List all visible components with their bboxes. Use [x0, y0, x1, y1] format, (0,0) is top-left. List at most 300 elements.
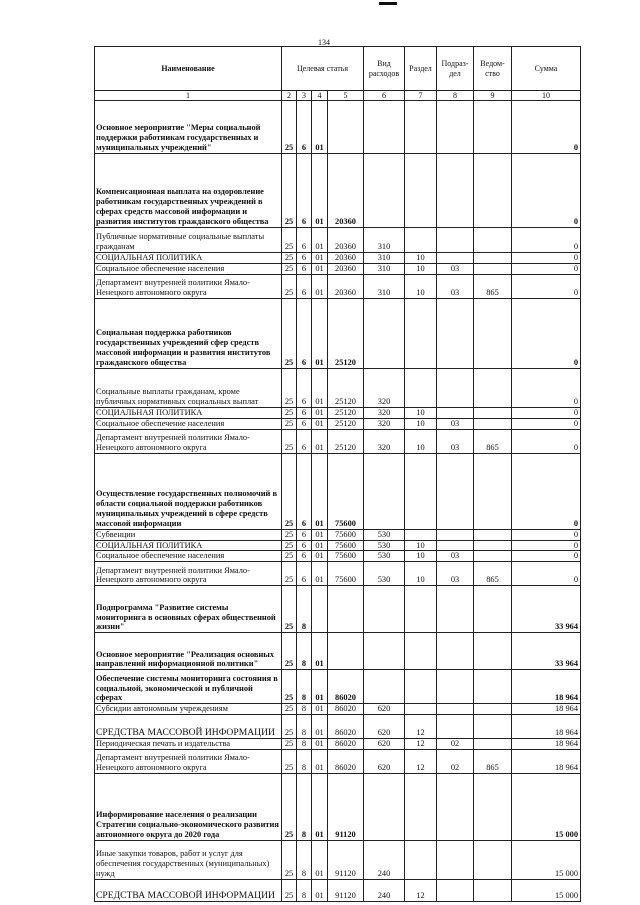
subsection-code — [437, 704, 474, 715]
subsection-code: 03 — [437, 263, 474, 274]
table-row — [95, 551, 581, 562]
expense-type: 310 — [364, 263, 405, 274]
row-amount: 15 000 — [512, 880, 581, 902]
department-code — [474, 298, 512, 368]
subprogram-code: 8 — [297, 586, 312, 633]
section-code — [405, 633, 437, 670]
table-row — [95, 418, 581, 429]
department-code — [474, 540, 512, 551]
table-row — [95, 704, 581, 715]
event-code: 01 — [312, 551, 328, 562]
department-code — [474, 529, 512, 540]
top-scan-mark — [379, 2, 397, 5]
table-row — [95, 407, 581, 418]
table-row — [95, 228, 581, 253]
expense-type: 620 — [364, 704, 405, 715]
direction-code: 91120 — [328, 841, 364, 880]
section-code: 10 — [405, 551, 437, 562]
section-code — [405, 586, 437, 633]
expense-type: 530 — [364, 551, 405, 562]
table-row — [95, 841, 581, 880]
row-name: СРЕДСТВА МАССОВОЙ ИНФОРМАЦИИ — [95, 715, 282, 739]
subsection-code — [437, 453, 474, 529]
header-razdel: Раздел — [405, 47, 437, 91]
direction-code: 75600 — [328, 540, 364, 551]
expense-type — [364, 670, 405, 704]
section-code — [405, 368, 437, 407]
program-code: 25 — [282, 562, 297, 586]
subsection-code: 03 — [437, 562, 474, 586]
row-name: СРЕДСТВА МАССОВОЙ ИНФОРМАЦИИ — [95, 880, 282, 902]
header-podrazdel: Подраз-дел — [437, 47, 474, 91]
direction-code: 25120 — [328, 418, 364, 429]
direction-code: 91120 — [328, 880, 364, 902]
program-code: 25 — [282, 418, 297, 429]
event-code: 01 — [312, 274, 328, 298]
expense-type — [364, 101, 405, 154]
table-row — [95, 453, 581, 529]
row-name: Социальное обеспечение населения — [95, 418, 282, 429]
section-code: 12 — [405, 715, 437, 739]
event-code: 01 — [312, 263, 328, 274]
section-code — [405, 453, 437, 529]
expense-type: 310 — [364, 228, 405, 253]
subprogram-code: 8 — [297, 633, 312, 670]
subsection-code: 03 — [437, 551, 474, 562]
row-amount: 0 — [512, 298, 581, 368]
direction-code: 20360 — [328, 253, 364, 264]
row-amount: 0 — [512, 418, 581, 429]
column-number: 6 — [364, 91, 405, 101]
program-code: 25 — [282, 586, 297, 633]
subprogram-code: 6 — [297, 253, 312, 264]
row-amount: 0 — [512, 529, 581, 540]
direction-code: 86020 — [328, 715, 364, 739]
program-code: 25 — [282, 453, 297, 529]
expense-type: 320 — [364, 429, 405, 453]
subsection-code — [437, 101, 474, 154]
row-amount: 18 964 — [512, 739, 581, 750]
table-row — [95, 774, 581, 841]
section-code — [405, 704, 437, 715]
program-code: 25 — [282, 368, 297, 407]
column-number: 9 — [474, 91, 512, 101]
table-row — [95, 429, 581, 453]
expense-type: 310 — [364, 253, 405, 264]
expense-type: 320 — [364, 418, 405, 429]
direction-code: 25120 — [328, 407, 364, 418]
header-summa: Сумма — [512, 47, 581, 91]
event-code: 01 — [312, 670, 328, 704]
row-name: Осуществление государственных полномочий в области социальной поддержки работников муниципальных учреждений в сфере средств массовой информации — [95, 453, 282, 529]
section-code: 12 — [405, 880, 437, 902]
event-code: 01 — [312, 774, 328, 841]
event-code: 01 — [312, 418, 328, 429]
row-amount: 0 — [512, 540, 581, 551]
subprogram-code: 8 — [297, 774, 312, 841]
event-code: 01 — [312, 880, 328, 902]
event-code: 01 — [312, 429, 328, 453]
subprogram-code: 6 — [297, 101, 312, 154]
section-code — [405, 154, 437, 228]
section-code: 10 — [405, 562, 437, 586]
department-code — [474, 418, 512, 429]
department-code — [474, 453, 512, 529]
row-name: Периодическая печать и издательства — [95, 739, 282, 750]
expense-type: 620 — [364, 739, 405, 750]
subsection-code — [437, 154, 474, 228]
table-row — [95, 154, 581, 228]
row-name: Информирование населения о реализации Стратегии социально-экономического развития автономного округа до 2020 года — [95, 774, 282, 841]
subprogram-code: 8 — [297, 715, 312, 739]
header-vid: Вид расходов — [364, 47, 405, 91]
subprogram-code: 6 — [297, 228, 312, 253]
row-name: Департамент внутренней политики Ямало-Ненецкого автономного округа — [95, 274, 282, 298]
section-code: 10 — [405, 253, 437, 264]
section-code: 10 — [405, 407, 437, 418]
event-code — [312, 586, 328, 633]
subsection-code — [437, 407, 474, 418]
section-code — [405, 670, 437, 704]
expense-type: 320 — [364, 368, 405, 407]
expense-type: 620 — [364, 715, 405, 739]
department-code — [474, 551, 512, 562]
row-name: Социальная поддержка работников государственных учреждений сфер средств массовой информации и развития институтов гражданского общества — [95, 298, 282, 368]
subsection-code — [437, 586, 474, 633]
department-code — [474, 704, 512, 715]
row-name: СОЦИАЛЬНАЯ ПОЛИТИКА — [95, 253, 282, 264]
subsection-code: 02 — [437, 750, 474, 774]
program-code: 25 — [282, 101, 297, 154]
subsection-code — [437, 298, 474, 368]
event-code: 01 — [312, 298, 328, 368]
department-code — [474, 715, 512, 739]
header-name: Наименование — [95, 47, 282, 91]
subprogram-code: 8 — [297, 841, 312, 880]
subsection-code — [437, 540, 474, 551]
program-code: 25 — [282, 253, 297, 264]
row-amount: 33 964 — [512, 633, 581, 670]
expense-type: 310 — [364, 274, 405, 298]
section-code: 10 — [405, 540, 437, 551]
event-code: 01 — [312, 101, 328, 154]
expense-type: 240 — [364, 841, 405, 880]
event-code: 01 — [312, 154, 328, 228]
section-code — [405, 841, 437, 880]
subsection-code — [437, 880, 474, 902]
program-code: 25 — [282, 739, 297, 750]
program-code: 25 — [282, 774, 297, 841]
table-row — [95, 298, 581, 368]
department-code — [474, 263, 512, 274]
program-code: 25 — [282, 551, 297, 562]
row-amount: 0 — [512, 453, 581, 529]
section-code: 10 — [405, 418, 437, 429]
subsection-code — [437, 670, 474, 704]
event-code: 01 — [312, 228, 328, 253]
subprogram-code: 6 — [297, 298, 312, 368]
row-name: Социальные выплаты гражданам, кроме публичных нормативных социальных выплат — [95, 368, 282, 407]
subsection-code: 02 — [437, 739, 474, 750]
direction-code: 20360 — [328, 274, 364, 298]
row-amount: 0 — [512, 551, 581, 562]
subprogram-code: 6 — [297, 368, 312, 407]
subprogram-code: 8 — [297, 739, 312, 750]
department-code: 865 — [474, 562, 512, 586]
row-amount: 33 964 — [512, 586, 581, 633]
table-row — [95, 263, 581, 274]
row-amount: 18 964 — [512, 670, 581, 704]
column-number: 4 — [312, 91, 328, 101]
table-row — [95, 880, 581, 902]
department-code — [474, 407, 512, 418]
subprogram-code: 8 — [297, 704, 312, 715]
row-name: Социальное обеспечение населения — [95, 263, 282, 274]
row-amount: 0 — [512, 253, 581, 264]
expense-type — [364, 774, 405, 841]
table-row — [95, 586, 581, 633]
subsection-code — [437, 841, 474, 880]
section-code — [405, 298, 437, 368]
department-code — [474, 253, 512, 264]
row-name: Субвенции — [95, 529, 282, 540]
subsection-code — [437, 253, 474, 264]
row-amount: 0 — [512, 429, 581, 453]
column-number: 3 — [297, 91, 312, 101]
table-body — [95, 101, 581, 902]
subprogram-code: 6 — [297, 407, 312, 418]
row-name: Компенсационная выплата на оздоровление работникам государственных учреждений в сферах средств массовой информации и развития институтов гражданского общества — [95, 154, 282, 228]
expense-type: 530 — [364, 562, 405, 586]
expense-type — [364, 586, 405, 633]
direction-code: 86020 — [328, 750, 364, 774]
direction-code — [328, 586, 364, 633]
direction-code: 20360 — [328, 263, 364, 274]
subprogram-code: 6 — [297, 562, 312, 586]
row-amount: 0 — [512, 154, 581, 228]
department-code — [474, 633, 512, 670]
department-code — [474, 101, 512, 154]
direction-code: 86020 — [328, 704, 364, 715]
department-code — [474, 739, 512, 750]
section-code: 10 — [405, 263, 437, 274]
subprogram-code: 6 — [297, 429, 312, 453]
subprogram-code: 8 — [297, 670, 312, 704]
expense-type: 530 — [364, 540, 405, 551]
event-code: 01 — [312, 715, 328, 739]
subsection-code — [437, 228, 474, 253]
subprogram-code: 6 — [297, 453, 312, 529]
column-number: 1 — [95, 91, 282, 101]
column-number-row — [95, 91, 581, 101]
direction-code: 91120 — [328, 774, 364, 841]
row-name: Обеспечение системы мониторинга состояния в социальной, экономической и публичной сферах — [95, 670, 282, 704]
row-amount: 0 — [512, 263, 581, 274]
expense-type — [364, 633, 405, 670]
row-amount: 18 964 — [512, 715, 581, 739]
direction-code: 20360 — [328, 228, 364, 253]
row-name: Департамент внутренней политики Ямало-Ненецкого автономного округа — [95, 562, 282, 586]
table-row — [95, 368, 581, 407]
row-name: Основное мероприятие "Меры социальной поддержки работникам государственных и муниципальных учреждений" — [95, 101, 282, 154]
column-number: 10 — [512, 91, 581, 101]
row-amount: 18 964 — [512, 704, 581, 715]
expense-type — [364, 453, 405, 529]
event-code: 01 — [312, 253, 328, 264]
row-amount: 0 — [512, 101, 581, 154]
section-code — [405, 529, 437, 540]
program-code: 25 — [282, 841, 297, 880]
program-code: 25 — [282, 228, 297, 253]
department-code — [474, 586, 512, 633]
department-code — [474, 228, 512, 253]
event-code: 01 — [312, 841, 328, 880]
table-row — [95, 739, 581, 750]
row-name: Социальное обеспечение населения — [95, 551, 282, 562]
department-code — [474, 880, 512, 902]
table-row — [95, 562, 581, 586]
table-row — [95, 274, 581, 298]
row-name: СОЦИАЛЬНАЯ ПОЛИТИКА — [95, 407, 282, 418]
subsection-code: 03 — [437, 274, 474, 298]
section-code — [405, 228, 437, 253]
subprogram-code: 8 — [297, 750, 312, 774]
department-code: 865 — [474, 429, 512, 453]
program-code: 25 — [282, 670, 297, 704]
department-code — [474, 670, 512, 704]
subprogram-code: 6 — [297, 263, 312, 274]
direction-code: 75600 — [328, 453, 364, 529]
column-number: 7 — [405, 91, 437, 101]
section-code: 10 — [405, 429, 437, 453]
subsection-code — [437, 529, 474, 540]
header-row — [95, 47, 581, 91]
table-row — [95, 633, 581, 670]
header-vedomstvo: Ведом-ство — [474, 47, 512, 91]
table-row — [95, 715, 581, 739]
event-code: 01 — [312, 540, 328, 551]
subsection-code: 03 — [437, 418, 474, 429]
event-code: 01 — [312, 739, 328, 750]
direction-code — [328, 633, 364, 670]
event-code: 01 — [312, 407, 328, 418]
department-code — [474, 154, 512, 228]
expense-type: 240 — [364, 880, 405, 902]
direction-code: 86020 — [328, 739, 364, 750]
direction-code: 25120 — [328, 429, 364, 453]
event-code: 01 — [312, 529, 328, 540]
subprogram-code: 6 — [297, 529, 312, 540]
department-code: 865 — [474, 274, 512, 298]
subsection-code — [437, 633, 474, 670]
expense-type: 530 — [364, 529, 405, 540]
row-name: СОЦИАЛЬНАЯ ПОЛИТИКА — [95, 540, 282, 551]
department-code: 865 — [474, 750, 512, 774]
subprogram-code: 6 — [297, 274, 312, 298]
budget-table — [94, 46, 581, 902]
program-code: 25 — [282, 880, 297, 902]
expense-type: 320 — [364, 407, 405, 418]
table-row — [95, 540, 581, 551]
subprogram-code: 6 — [297, 551, 312, 562]
row-amount: 18 964 — [512, 750, 581, 774]
row-amount: 0 — [512, 228, 581, 253]
column-number: 5 — [328, 91, 364, 101]
page-number: 134 — [318, 38, 330, 47]
program-code: 25 — [282, 540, 297, 551]
row-name: Иные закупки товаров, работ и услуг для обеспечения государственных (муниципальных) нужд — [95, 841, 282, 880]
program-code: 25 — [282, 750, 297, 774]
program-code: 25 — [282, 274, 297, 298]
direction-code: 75600 — [328, 562, 364, 586]
table-row — [95, 750, 581, 774]
direction-code: 86020 — [328, 670, 364, 704]
table-row — [95, 529, 581, 540]
subprogram-code: 6 — [297, 154, 312, 228]
row-amount: 0 — [512, 407, 581, 418]
department-code — [474, 841, 512, 880]
subsection-code — [437, 715, 474, 739]
program-code: 25 — [282, 633, 297, 670]
section-code — [405, 774, 437, 841]
expense-type: 620 — [364, 750, 405, 774]
subsection-code — [437, 368, 474, 407]
subprogram-code: 6 — [297, 418, 312, 429]
section-code: 10 — [405, 274, 437, 298]
event-code: 01 — [312, 453, 328, 529]
subsection-code — [437, 774, 474, 841]
expense-type — [364, 298, 405, 368]
table-row — [95, 253, 581, 264]
column-number: 2 — [282, 91, 297, 101]
subprogram-code: 8 — [297, 880, 312, 902]
event-code: 01 — [312, 633, 328, 670]
department-code — [474, 774, 512, 841]
row-amount: 15 000 — [512, 774, 581, 841]
column-number: 8 — [437, 91, 474, 101]
row-name: Публичные нормативные социальные выплаты гражданам — [95, 228, 282, 253]
section-code: 12 — [405, 750, 437, 774]
direction-code: 25120 — [328, 298, 364, 368]
direction-code: 75600 — [328, 551, 364, 562]
row-name: Подпрограмма "Развитие системы мониторинга в основных сферах общественной жизни" — [95, 586, 282, 633]
program-code: 25 — [282, 298, 297, 368]
row-name: Департамент внутренней политики Ямало-Ненецкого автономного округа — [95, 750, 282, 774]
direction-code — [328, 101, 364, 154]
table-row — [95, 670, 581, 704]
program-code: 25 — [282, 704, 297, 715]
direction-code: 25120 — [328, 368, 364, 407]
program-code: 25 — [282, 407, 297, 418]
event-code: 01 — [312, 368, 328, 407]
program-code: 25 — [282, 263, 297, 274]
row-amount: 0 — [512, 562, 581, 586]
department-code — [474, 368, 512, 407]
row-name: Субсидии автономным учреждениям — [95, 704, 282, 715]
section-code — [405, 101, 437, 154]
subsection-code: 03 — [437, 429, 474, 453]
section-code: 12 — [405, 739, 437, 750]
program-code: 25 — [282, 154, 297, 228]
event-code: 01 — [312, 704, 328, 715]
row-amount: 0 — [512, 274, 581, 298]
program-code: 25 — [282, 529, 297, 540]
program-code: 25 — [282, 715, 297, 739]
event-code: 01 — [312, 750, 328, 774]
direction-code: 75600 — [328, 529, 364, 540]
row-name: Основное мероприятие "Реализация основных направлений информационной политики" — [95, 633, 282, 670]
row-name: Департамент внутренней политики Ямало-Ненецкого автономного округа — [95, 429, 282, 453]
